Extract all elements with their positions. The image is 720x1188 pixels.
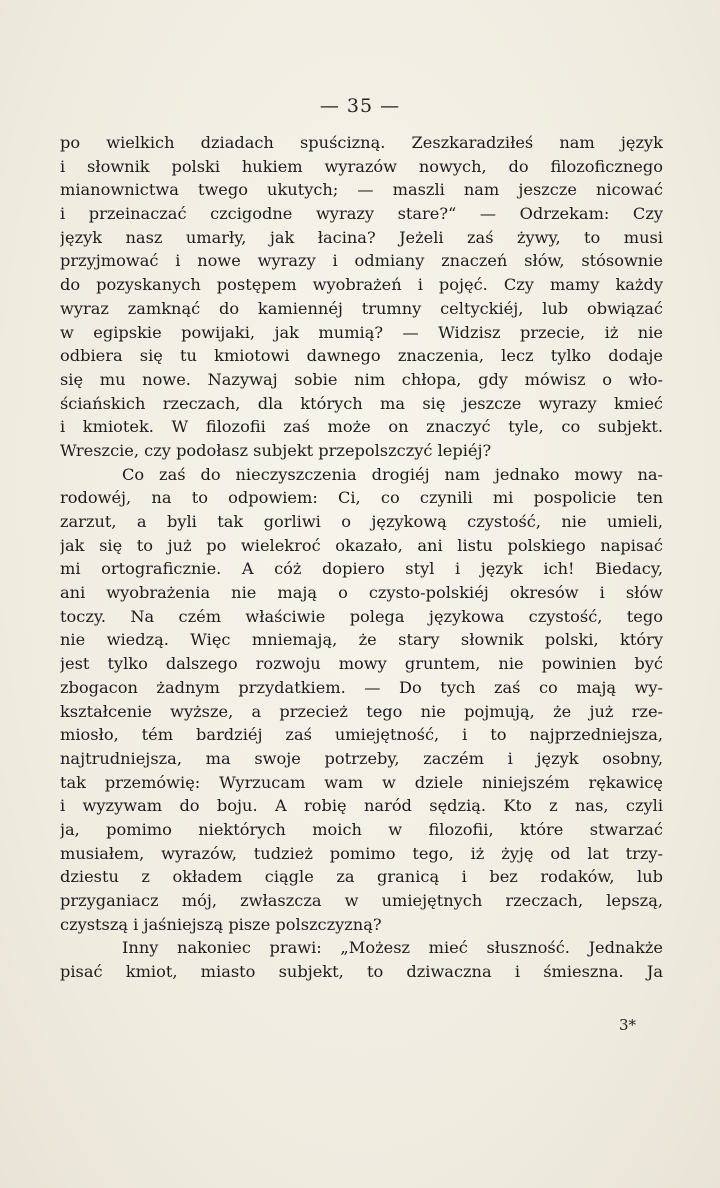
text-line: Inny nakoniec prawi: „Możesz mieć słuszność. Jednakże <box>122 938 663 958</box>
body-text <box>60 131 663 984</box>
text-line: kształcenie wyższe, a przecież tego nie pojmują, że już rze- <box>60 701 663 721</box>
page-number: — 35 — <box>319 95 401 117</box>
text-line: i wyzywam do boju. A robię naród sędzią. Kto z nas, czyli <box>60 796 663 816</box>
text-line: i przeinaczać czcigodne wyrazy stare?“ — Odrzekam: Czy <box>60 204 663 224</box>
text-line: najtrudniejsza, ma swoje potrzeby, zaczém i język osobny, <box>60 748 663 768</box>
text-line: toczy. Na czém właściwie polega językowa czystość, tego <box>60 606 663 626</box>
text-line: czystszą i jaśniejszą pisze polszczyzną? <box>60 914 382 934</box>
text-line: po wielkich dziadach spuścizną. Zeszkaradziłeś nam język <box>60 133 663 152</box>
text-line: przyganiacz mój, zwłaszcza w umiejętnych rzeczach, lepszą, <box>60 891 663 910</box>
text-line: Co zaś do nieczyszczenia drogiéj nam jednako mowy na- <box>122 464 663 484</box>
text-line: i kmiotek. W filozofii zaś może on znaczyć tyle, co subjekt. <box>60 417 663 437</box>
text-line: musiałem, wyrazów, tudzież pomimo tego, iż żyję od lat trzy- <box>60 843 663 863</box>
text-line: dziestu z okładem ciągle za granicą i bez rodaków, lub <box>60 867 663 887</box>
text-line: odbiera się tu kmiotowi dawnego znaczenia, lecz tylko dodaje <box>60 346 663 366</box>
text-line: jest tylko dalszego rozwoju mowy gruntem, nie powinien być <box>60 654 663 674</box>
text-line: rodowéj, na to odpowiem: Ci, co czynili mi pospolicie ten <box>60 488 663 508</box>
text-line: jak się to już po wielekroć okazało, ani listu polskiego napisać <box>60 535 663 555</box>
text-line: nie wiedzą. Więc mniemają, że stary słownik polski, który <box>60 630 663 650</box>
text-line: tak przemówię: Wyrzucam wam w dziele niniejszém rękawicę <box>60 772 663 792</box>
text-line: zbogacon żadnym przydatkiem. — Do tych zaś co mają wy- <box>60 677 663 697</box>
text-line: się mu nowe. Nazywaj sobie nim chłopa, gdy mówisz o wło- <box>60 369 663 389</box>
text-line: ja, pomimo niektórych moich w filozofii, które stwarzać <box>60 819 663 839</box>
text-line: zarzut, a byli tak gorliwi o językową czystość, nie umieli, <box>60 512 663 531</box>
text-line: język nasz umarły, jak łacina? Jeżeli zaś żywy, to musi <box>60 227 663 247</box>
text-line: Wreszcie, czy podołasz subjekt przepolszczyć lepiéj? <box>60 440 492 460</box>
text-line: miosło, tém bardziéj zaś umiejętność, i to najprzedniejsza, <box>60 725 663 745</box>
text-line: w egipskie powijaki, jak mumią? — Widzisz przecie, iż nie <box>60 322 663 342</box>
text-line: mianownictwa twego ukutych; — maszli nam jeszcze nicować <box>60 180 663 200</box>
text-line: przyjmować i nowe wyrazy i odmiany znaczeń słów, stósownie <box>60 251 663 271</box>
text-line: do pozyskanych postępem wyobrażeń i pojęć. Czy mamy każdy <box>60 275 663 295</box>
text-line: i słownik polski hukiem wyrazów nowych, do filozoficznego <box>60 156 663 176</box>
text-line: ściańskich rzeczach, dla których ma się jeszcze wyrazy kmieć <box>60 393 663 413</box>
text-line: pisać kmiot, miasto subjekt, to dziwaczna i śmieszna. Ja <box>60 962 663 982</box>
text-line: mi ortograficznie. A cóż dopiero styl i język ich! Biedacy, <box>60 559 663 579</box>
text-line: ani wyobrażenia nie mają o czysto-polskiéj okresów i słów <box>60 583 663 603</box>
text-line: wyraz zamknąć do kamiennéj trumny celtyckiéj, lub obwiązać <box>60 298 663 318</box>
signature-mark: 3* <box>618 1016 636 1034</box>
